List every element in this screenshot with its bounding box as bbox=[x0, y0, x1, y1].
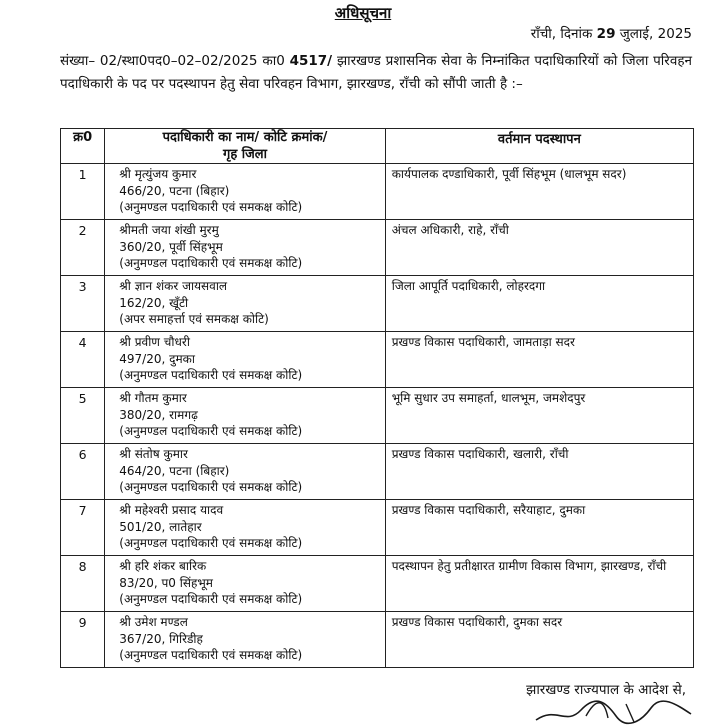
row-sn: 9 bbox=[61, 612, 105, 668]
officer-name: श्री महेश्वरी प्रसाद यादव bbox=[119, 503, 224, 517]
row-sn: 5 bbox=[61, 388, 105, 444]
header-name bbox=[105, 129, 385, 164]
row-current-posting: कार्यपालक दण्डाधिकारी, पूर्वी सिंहभूम (धालभूम सदर) bbox=[385, 164, 693, 220]
header-name-line1: पदाधिकारी का नाम/ कोटि क्रमांक/ bbox=[162, 130, 328, 145]
header-sn: क्र0 bbox=[61, 129, 105, 164]
table-row bbox=[61, 164, 694, 220]
officer-category: (अपर समाहर्त्ता एवं समकक्ष कोटि) bbox=[119, 312, 269, 326]
table-row bbox=[61, 556, 694, 612]
reference-part1: संख्या– 02/स्था0पद0–02–02/2025 का0 bbox=[60, 53, 290, 69]
row-officer bbox=[105, 556, 385, 612]
row-officer bbox=[105, 332, 385, 388]
row-sn: 7 bbox=[61, 500, 105, 556]
officer-category: (अनुमण्डल पदाधिकारी एवं समकक्ष कोटि) bbox=[119, 480, 303, 494]
officer-category: (अनुमण्डल पदाधिकारी एवं समकक्ष कोटि) bbox=[119, 536, 303, 550]
officer-name: श्रीमती जया शंखी मुरमु bbox=[119, 223, 219, 237]
officer-code-district: 466/20, पटना (बिहार) bbox=[119, 183, 230, 198]
intro-paragraph bbox=[60, 50, 692, 96]
date-line bbox=[531, 24, 692, 42]
date-rest: जुलाई, 2025 bbox=[615, 26, 692, 42]
row-officer bbox=[105, 612, 385, 668]
table-body bbox=[61, 164, 694, 668]
table-row bbox=[61, 388, 694, 444]
officer-code-district: 83/20, प0 सिंहभूम bbox=[119, 575, 213, 590]
table-row bbox=[61, 220, 694, 276]
date-day: 29 bbox=[596, 26, 616, 42]
header-post: वर्तमान पदस्थापन bbox=[385, 129, 693, 164]
row-current-posting: जिला आपूर्ति पदाधिकारी, लोहरदगा bbox=[385, 276, 693, 332]
officer-category: (अनुमण्डल पदाधिकारी एवं समकक्ष कोटि) bbox=[119, 592, 303, 606]
officer-name: श्री मृत्युंजय कुमार bbox=[119, 167, 197, 181]
officer-name: श्री ज्ञान शंकर जायसवाल bbox=[119, 279, 228, 293]
officer-code-district: 162/20, खूँटी bbox=[119, 295, 189, 310]
officer-category: (अनुमण्डल पदाधिकारी एवं समकक्ष कोटि) bbox=[119, 424, 303, 438]
row-officer bbox=[105, 220, 385, 276]
table-row bbox=[61, 332, 694, 388]
row-officer bbox=[105, 276, 385, 332]
table-row bbox=[61, 444, 694, 500]
officer-code-district: 367/20, गिरिडीह bbox=[119, 631, 203, 646]
officer-code-district: 464/20, पटना (बिहार) bbox=[119, 463, 230, 478]
row-current-posting: प्रखण्ड विकास पदाधिकारी, सरैयाहाट, दुमका bbox=[385, 500, 693, 556]
officers-table bbox=[60, 128, 694, 668]
row-sn: 6 bbox=[61, 444, 105, 500]
row-current-posting: प्रखण्ड विकास पदाधिकारी, जामताड़ा सदर bbox=[385, 332, 693, 388]
table-row bbox=[61, 276, 694, 332]
signature-mark bbox=[526, 696, 696, 725]
row-officer bbox=[105, 388, 385, 444]
officer-name: श्री गौतम कुमार bbox=[119, 391, 187, 405]
row-officer bbox=[105, 164, 385, 220]
reference-part2: झारखण्ड प्रशासनिक सेवा के निम्नांकित पदाधिकारियों को जिला परिवहन पदाधिकारी के पद पर पदस्थापन हेतु सेवा परिवहन विभाग, झारखण्ड, राँची को सौंपी जाती है :– bbox=[60, 53, 692, 92]
row-sn: 2 bbox=[61, 220, 105, 276]
officer-category: (अनुमण्डल पदाधिकारी एवं समकक्ष कोटि) bbox=[119, 256, 303, 270]
officer-code-district: 380/20, रामगढ़ bbox=[119, 407, 198, 422]
officer-category: (अनुमण्डल पदाधिकारी एवं समकक्ष कोटि) bbox=[119, 200, 303, 214]
header-name-line2: गृह जिला bbox=[223, 147, 267, 162]
row-sn: 1 bbox=[61, 164, 105, 220]
row-sn: 8 bbox=[61, 556, 105, 612]
reference-number: 4517/ bbox=[289, 53, 333, 69]
table-header-row bbox=[61, 129, 694, 164]
document-title: अधिसूचना bbox=[334, 4, 392, 22]
officer-category: (अनुमण्डल पदाधिकारी एवं समकक्ष कोटि) bbox=[119, 648, 303, 662]
row-sn: 4 bbox=[61, 332, 105, 388]
officer-code-district: 501/20, लातेहार bbox=[119, 519, 202, 534]
row-sn: 3 bbox=[61, 276, 105, 332]
officer-category: (अनुमण्डल पदाधिकारी एवं समकक्ष कोटि) bbox=[119, 368, 303, 382]
row-current-posting: अंचल अधिकारी, राहे, राँची bbox=[385, 220, 693, 276]
table-row bbox=[61, 500, 694, 556]
row-current-posting: प्रखण्ड विकास पदाधिकारी, खलारी, राँची bbox=[385, 444, 693, 500]
officer-name: श्री हरि शंकर बारिक bbox=[119, 559, 207, 573]
row-current-posting: प्रखण्ड विकास पदाधिकारी, दुमका सदर bbox=[385, 612, 693, 668]
row-current-posting: भूमि सुधार उप समाहर्ता, धालभूम, जमशेदपुर bbox=[385, 388, 693, 444]
officer-name: श्री उमेश मण्डल bbox=[119, 615, 188, 629]
officer-code-district: 497/20, दुमका bbox=[119, 351, 195, 366]
order-footer: झारखण्ड राज्यपाल के आदेश से, bbox=[526, 682, 686, 698]
row-officer bbox=[105, 500, 385, 556]
table-row bbox=[61, 612, 694, 668]
officer-name: श्री प्रवीण चौधरी bbox=[119, 335, 190, 349]
officer-name: श्री संतोष कुमार bbox=[119, 447, 188, 461]
row-officer bbox=[105, 444, 385, 500]
date-prefix: राँची, दिनांक bbox=[530, 26, 597, 42]
row-current-posting: पदस्थापन हेतु प्रतीक्षारत ग्रामीण विकास विभाग, झारखण्ड, राँची bbox=[385, 556, 693, 612]
officer-code-district: 360/20, पूर्वी सिंहभूम bbox=[119, 239, 223, 254]
